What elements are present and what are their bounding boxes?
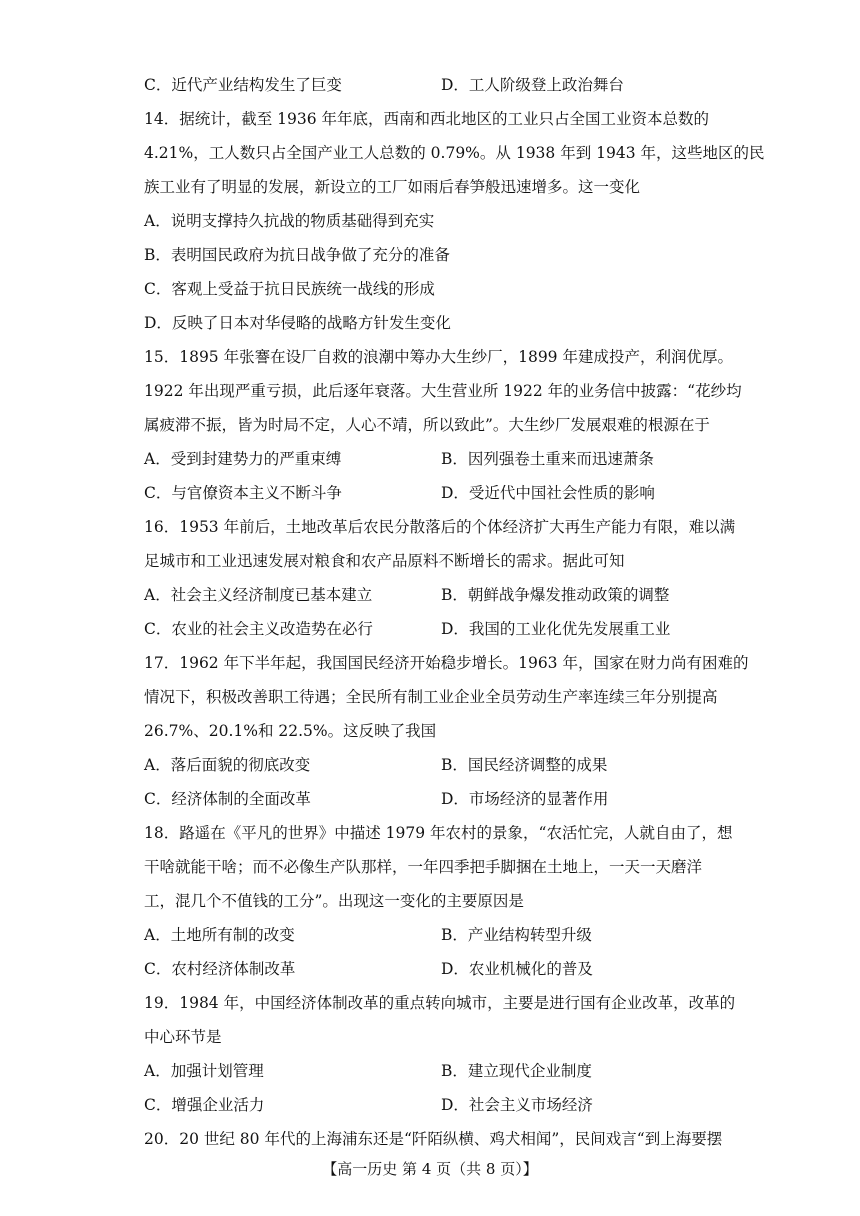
option-19d: D．社会主义市场经济: [441, 1096, 593, 1114]
page-footer: 【高一历史 第 4 页（共 8 页）】: [322, 1160, 538, 1178]
option-18c: C．农村经济体制改革: [144, 960, 296, 978]
option-18b: B．产业结构转型升级: [441, 926, 592, 944]
question-15-stem-line-1: 15．1895 年张謇在设厂自救的浪潮中筹办大生纱厂，1899 年建成投产，利润优厚。: [144, 348, 733, 366]
question-17-stem-line-3: 26.7%、20.1%和 22.5%。这反映了我国: [144, 722, 437, 740]
question-15-stem-line-3: 属疲滞不振，皆为时局不定，人心不靖，所以致此”。大生纱厂发展艰难的根源在于: [144, 416, 710, 434]
option-17d: D．市场经济的显著作用: [441, 790, 609, 808]
question-16-stem-line-1: 16．1953 年前后，土地改革后农民分散落后的个体经济扩大再生产能力有限，难以满: [144, 518, 736, 536]
option-16c: C．农业的社会主义改造势在必行: [144, 620, 373, 638]
question-19-stem-line-1: 19．1984 年，中国经济体制改革的重点转向城市，主要是进行国有企业改革，改革的: [144, 994, 736, 1012]
question-17-stem-line-1: 17．1962 年下半年起，我国国民经济开始稳步增长。1963 年，国家在财力尚有困难的: [144, 654, 749, 672]
option-15c: C．与官僚资本主义不断斗争: [144, 484, 342, 502]
option-19b: B．建立现代企业制度: [441, 1062, 592, 1080]
question-18-stem-line-2: 干啥就能干啥；而不必像生产队那样，一年四季把手脚捆在土地上，一天一天磨洋: [144, 858, 703, 876]
question-14-stem-line-3: 族工业有了明显的发展，新设立的工厂如雨后春笋般迅速增多。这一变化: [144, 178, 641, 196]
option-18d: D．农业机械化的普及: [441, 960, 593, 978]
question-14-stem-line-1: 14．据统计，截至 1936 年年底，西南和西北地区的工业只占全国工业资本总数的: [144, 110, 710, 128]
option-16a: A．社会主义经济制度已基本建立: [144, 586, 373, 604]
question-19-stem-line-2: 中心环节是: [144, 1028, 222, 1046]
option-17b: B．国民经济调整的成果: [441, 756, 608, 774]
option-18a: A．土地所有制的改变: [144, 926, 295, 944]
option-14b: B．表明国民政府为抗日战争做了充分的准备: [144, 246, 450, 264]
option-19c: C．增强企业活力: [144, 1096, 265, 1114]
option-14d: D．反映了日本对华侵略的战略方针发生变化: [144, 314, 451, 332]
question-18-stem-line-3: 工，混几个不值钱的工分”。出现这一变化的主要原因是: [144, 892, 524, 910]
option-17c: C．经济体制的全面改革: [144, 790, 311, 808]
question-20-stem-line-1: 20．20 世纪 80 年代的上海浦东还是“阡陌纵横、鸡犬相闻”，民间戏言“到上海要摆: [144, 1130, 723, 1148]
option-15a: A．受到封建势力的严重束缚: [144, 450, 342, 468]
option-17a: A．落后面貌的彻底改变: [144, 756, 311, 774]
question-17-stem-line-2: 情况下，积极改善职工待遇；全民所有制工业企业全员劳动生产率连续三年分别提高: [144, 688, 718, 706]
option-16d: D．我国的工业化优先发展重工业: [441, 620, 671, 638]
option-16b: B．朝鲜战争爆发推动政策的调整: [441, 586, 670, 604]
question-16-stem-line-2: 足城市和工业迅速发展对粮食和农产品原料不断增长的需求。据此可知: [144, 552, 625, 570]
question-14-stem-line-2: 4.21%，工人数只占全国产业工人总数的 0.79%。从 1938 年到 1943 年，这些地区的民: [144, 144, 765, 162]
option-15b: B．因列强卷土重来而迅速萧条: [441, 450, 654, 468]
option-14a: A．说明支撑持久抗战的物质基础得到充实: [144, 212, 435, 230]
option-14c: C．客观上受益于抗日民族统一战线的形成: [144, 280, 435, 298]
option-19a: A．加强计划管理: [144, 1062, 264, 1080]
option-13c: C．近代产业结构发生了巨变: [144, 76, 342, 94]
option-15d: D．受近代中国社会性质的影响: [441, 484, 655, 502]
option-13d: D．工人阶级登上政治舞台: [441, 76, 624, 94]
question-18-stem-line-1: 18．路遥在《平凡的世界》中描述 1979 年农村的景象，“农活忙完，人就自由了，想: [144, 824, 733, 842]
question-15-stem-line-2: 1922 年出现严重亏损，此后逐年衰落。大生营业所 1922 年的业务信中披露：“花纱均: [144, 382, 742, 400]
